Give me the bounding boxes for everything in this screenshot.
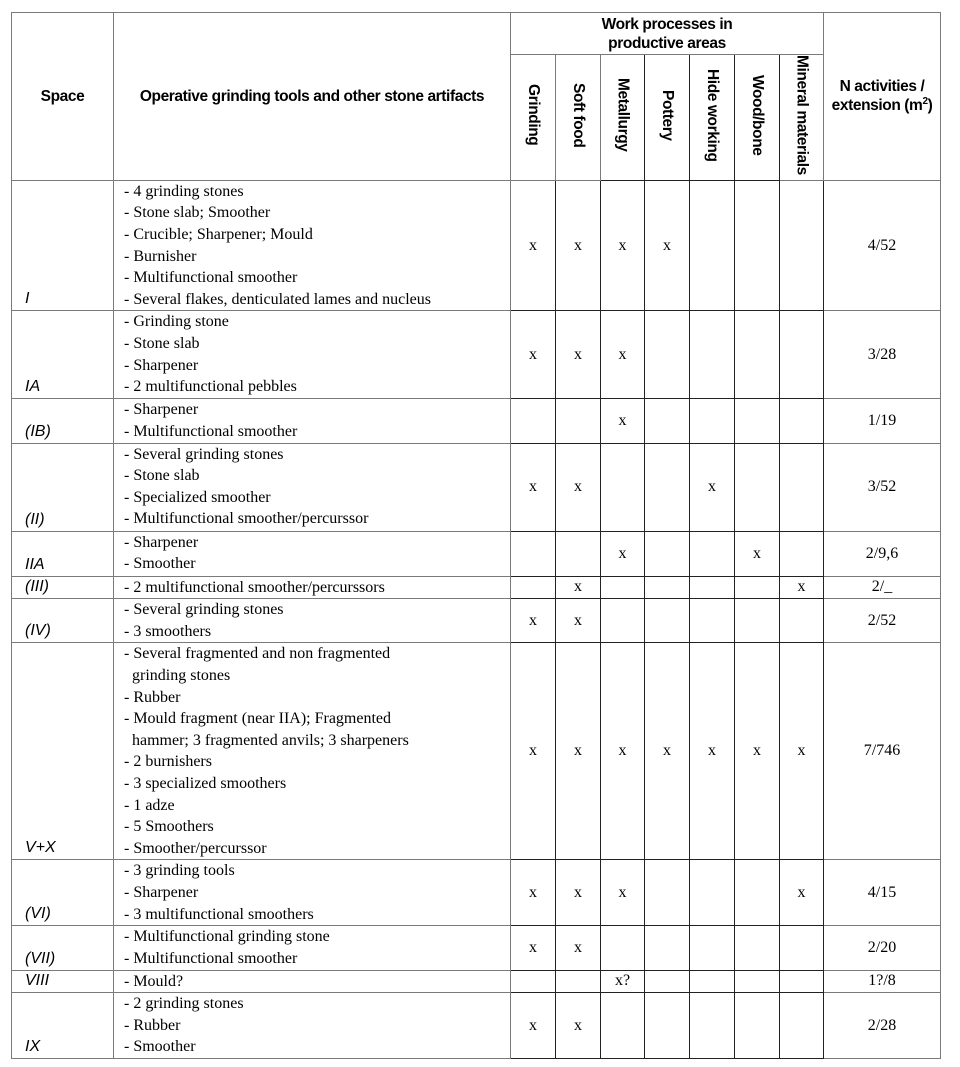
table-row: [12, 970, 941, 993]
activity-mark-cell: [780, 399, 824, 443]
n-activities-cell: 3/52: [824, 443, 941, 531]
activity-mark-cell: [601, 599, 645, 643]
activity-mark-cell: [780, 599, 824, 643]
activity-mark-cell: [735, 993, 780, 1059]
activity-mark-cell: x: [556, 993, 601, 1059]
activity-mark-cell: x: [690, 643, 735, 860]
activity-mark-cell: [735, 576, 780, 599]
header-activity: [735, 55, 780, 181]
activity-mark-cell: [735, 311, 780, 399]
activity-mark-cell: [601, 993, 645, 1059]
header-activity: [601, 55, 645, 181]
activity-mark-cell: x: [556, 599, 601, 643]
activity-mark-cell: x: [556, 926, 601, 970]
artifact-item: - 2 grinding stones: [124, 995, 244, 1013]
n-activities-cell: 4/15: [824, 860, 941, 926]
artifact-item: - Sharpener: [124, 356, 199, 374]
artifact-item: - Smoother: [124, 1038, 196, 1056]
artifact-item: - Smoother/percurssor: [124, 839, 267, 857]
activity-mark-cell: x: [601, 860, 645, 926]
activity-mark-cell: [690, 576, 735, 599]
activity-mark-cell: [645, 576, 690, 599]
artifact-item: - 5 Smoothers: [124, 818, 214, 836]
table-row: [12, 399, 941, 443]
header-activity: [511, 55, 556, 181]
activity-mark-cell: [735, 599, 780, 643]
artifact-item: - Several flakes, denticulated lames and nucleus: [124, 290, 431, 308]
n-activities-cell: 2/_: [824, 576, 941, 599]
header-activity-label: Metallurgy: [614, 78, 632, 152]
artifact-item: - Stone slab; Smoother: [124, 204, 271, 222]
space-cell: IX: [12, 993, 114, 1059]
artifact-item: hammer; 3 fragmented anvils; 3 sharpeners: [124, 731, 409, 749]
artifact-item: - Rubber: [124, 688, 181, 706]
activity-mark-cell: x: [511, 443, 556, 531]
n-activities-cell: 7/746: [824, 643, 941, 860]
space-cell: IA: [12, 311, 114, 399]
artifact-item: - 1 adze: [124, 796, 175, 814]
artifact-item: - 3 smoothers: [124, 622, 212, 640]
header-activity: [780, 55, 824, 181]
activity-mark-cell: [511, 531, 556, 576]
activity-mark-cell: [556, 970, 601, 993]
n-activities-cell: 2/9,6: [824, 531, 941, 576]
artifacts-cell: [114, 443, 511, 531]
activity-mark-cell: x: [735, 643, 780, 860]
space-cell: (VII): [12, 926, 114, 970]
artifacts-cell: [114, 643, 511, 860]
n-activities-cell: 1?/8: [824, 970, 941, 993]
activity-mark-cell: [690, 926, 735, 970]
header-artifacts-text: Operative grinding tools and other stone artifacts: [139, 87, 485, 105]
activity-mark-cell: [780, 311, 824, 399]
n-activities-cell: 2/52: [824, 599, 941, 643]
activity-mark-cell: [556, 399, 601, 443]
activity-mark-cell: [780, 993, 824, 1059]
artifact-item: - 2 multifunctional smoother/percurssors: [124, 578, 385, 596]
n-activities-cell: 1/19: [824, 399, 941, 443]
artifacts-cell: [114, 599, 511, 643]
artifact-item: - Several grinding stones: [124, 445, 284, 463]
activity-mark-cell: x: [735, 531, 780, 576]
artifact-item: - Specialized smoother: [124, 488, 271, 506]
activity-mark-cell: [645, 531, 690, 576]
activity-mark-cell: [735, 926, 780, 970]
activity-mark-cell: [735, 180, 780, 311]
artifacts-cell: [114, 180, 511, 311]
artifact-item: - Multifunctional smoother: [124, 949, 298, 967]
space-cell: I: [12, 180, 114, 311]
artifact-item: - Grinding stone: [124, 313, 229, 331]
artifact-item: - 4 grinding stones: [124, 182, 244, 200]
space-cell: (VI): [12, 860, 114, 926]
artifacts-cell: [114, 993, 511, 1059]
n-activities-cell: 2/28: [824, 993, 941, 1059]
activity-mark-cell: x: [601, 311, 645, 399]
activity-mark-cell: [780, 926, 824, 970]
activity-mark-cell: [645, 311, 690, 399]
n-activities-cell: 3/28: [824, 311, 941, 399]
activity-mark-cell: [511, 399, 556, 443]
table-header: [12, 13, 941, 181]
activity-mark-cell: x: [601, 180, 645, 311]
artifact-item: - Multifunctional grinding stone: [124, 928, 330, 946]
table-row: [12, 443, 941, 531]
activity-mark-cell: [780, 531, 824, 576]
header-activity-label: Hide working: [704, 68, 721, 162]
artifacts-cell: [114, 576, 511, 599]
activity-mark-cell: [645, 993, 690, 1059]
header-activity: [690, 55, 735, 181]
activity-mark-cell: [690, 311, 735, 399]
header-n-close: ): [927, 97, 933, 115]
artifacts-cell: [114, 860, 511, 926]
table-body: [12, 180, 941, 1058]
header-activity-label: Wood/bone: [749, 74, 766, 156]
activity-mark-cell: [645, 399, 690, 443]
header-n-label: N activities / extension (m: [831, 78, 925, 115]
activity-mark-cell: x: [511, 860, 556, 926]
space-cell: (II): [12, 443, 114, 531]
activity-mark-cell: x: [556, 643, 601, 860]
activity-mark-cell: x: [511, 993, 556, 1059]
activity-mark-cell: [735, 399, 780, 443]
activity-mark-cell: [690, 599, 735, 643]
activity-mark-cell: [780, 180, 824, 311]
activity-mark-cell: [735, 860, 780, 926]
table-row: [12, 860, 941, 926]
activity-mark-cell: [645, 926, 690, 970]
activity-mark-cell: x: [780, 643, 824, 860]
activity-mark-cell: x: [645, 180, 690, 311]
activity-mark-cell: [601, 443, 645, 531]
header-activity-label: Soft food: [570, 82, 587, 148]
table-row: [12, 599, 941, 643]
artifact-item: - Crucible; Sharpener; Mould: [124, 226, 313, 244]
artifact-item: - Several grinding stones: [124, 601, 284, 619]
activity-mark-cell: [690, 531, 735, 576]
space-cell: IIA: [12, 531, 114, 576]
artifacts-cell: [114, 926, 511, 970]
table-row: [12, 531, 941, 576]
table-row: [12, 993, 941, 1059]
activity-mark-cell: x: [511, 926, 556, 970]
activity-mark-cell: [511, 576, 556, 599]
artifact-item: - Burnisher: [124, 247, 197, 265]
table-row: [12, 926, 941, 970]
activity-mark-cell: x: [556, 860, 601, 926]
activity-mark-cell: x: [556, 180, 601, 311]
activity-mark-cell: x: [511, 599, 556, 643]
artifact-item: - 3 grinding tools: [124, 862, 235, 880]
header-n-sup: 2: [922, 96, 928, 108]
activity-mark-cell: [601, 576, 645, 599]
artifact-item: - Smoother: [124, 555, 196, 573]
artifact-item: - Multifunctional smoother: [124, 423, 298, 440]
n-activities-cell: 4/52: [824, 180, 941, 311]
header-activity-label: Grinding: [525, 84, 542, 146]
space-cell: V+X: [12, 643, 114, 860]
activity-mark-cell: [645, 599, 690, 643]
artifact-item: - Sharpener: [124, 533, 199, 551]
header-activity-label: Mineral materials: [793, 55, 811, 175]
header-work-processes-text: Work processes in productive areas: [601, 15, 733, 52]
activity-mark-cell: x: [556, 443, 601, 531]
artifact-item: - Multifunctional smoother: [124, 269, 298, 287]
activity-mark-cell: [735, 970, 780, 993]
artifact-item: - 3 multifunctional smoothers: [124, 905, 314, 923]
table-row: [12, 311, 941, 399]
activity-mark-cell: x: [690, 443, 735, 531]
activity-mark-cell: x: [601, 399, 645, 443]
activity-mark-cell: [511, 970, 556, 993]
activity-mark-cell: [690, 970, 735, 993]
activity-mark-cell: [690, 860, 735, 926]
artifact-item: - 2 burnishers: [124, 753, 212, 771]
stone-artifacts-table: [11, 12, 941, 1059]
artifact-item: - Rubber: [124, 1016, 181, 1034]
table-row: [12, 576, 941, 599]
space-cell: (III): [12, 576, 114, 599]
artifact-item: - Stone slab: [124, 335, 200, 352]
activity-mark-cell: [780, 443, 824, 531]
artifact-item: - Mould fragment (near IIA); Fragmented: [124, 710, 392, 728]
header-space: Space: [12, 13, 114, 181]
artifacts-cell: [114, 970, 511, 993]
artifacts-cell: [114, 531, 511, 576]
activity-mark-cell: x: [511, 311, 556, 399]
artifacts-cell: [114, 311, 511, 399]
n-activities-cell: 2/20: [824, 926, 941, 970]
activity-mark-cell: [735, 443, 780, 531]
artifact-item: - Mould?: [124, 972, 184, 990]
artifact-item: - 3 specialized smoothers: [124, 774, 287, 792]
activity-mark-cell: x: [601, 531, 645, 576]
activity-mark-cell: [645, 443, 690, 531]
artifact-item: - Multifunctional smoother/percurssor: [124, 510, 369, 528]
artifact-item: - Several fragmented and non fragmented: [124, 645, 391, 663]
header-artifacts: [114, 13, 511, 181]
header-n-activities: [824, 13, 941, 181]
artifact-item: - Sharpener: [124, 401, 199, 419]
artifact-item: grinding stones: [124, 666, 231, 684]
activity-mark-cell: [601, 926, 645, 970]
artifact-item: - Sharpener: [124, 883, 199, 901]
activity-mark-cell: x: [601, 643, 645, 860]
space-cell: VIII: [12, 970, 114, 993]
activity-mark-cell: x: [780, 576, 824, 599]
activity-mark-cell: [690, 993, 735, 1059]
table-wrapper: [11, 12, 941, 1059]
table-row: [12, 643, 941, 860]
activity-mark-cell: [690, 180, 735, 311]
activity-mark-cell: x: [511, 180, 556, 311]
activity-mark-cell: x: [511, 643, 556, 860]
header-activity-label: Pottery: [659, 89, 676, 141]
artifacts-cell: [114, 399, 511, 443]
activity-mark-cell: x: [556, 311, 601, 399]
header-activity: [645, 55, 690, 181]
header-work-processes: [511, 13, 824, 55]
activity-mark-cell: [780, 970, 824, 993]
activity-mark-cell: [645, 860, 690, 926]
activity-mark-cell: [556, 531, 601, 576]
space-cell: (IB): [12, 399, 114, 443]
artifact-item: - Stone slab: [124, 467, 200, 485]
artifact-item: - 2 multifunctional pebbles: [124, 378, 297, 396]
space-cell: (IV): [12, 599, 114, 643]
activity-mark-cell: x?: [601, 970, 645, 993]
activity-mark-cell: [645, 970, 690, 993]
activity-mark-cell: x: [645, 643, 690, 860]
activity-mark-cell: x: [780, 860, 824, 926]
table-row: [12, 180, 941, 311]
activity-mark-cell: [690, 399, 735, 443]
activity-mark-cell: x: [556, 576, 601, 599]
header-activity: [556, 55, 601, 181]
